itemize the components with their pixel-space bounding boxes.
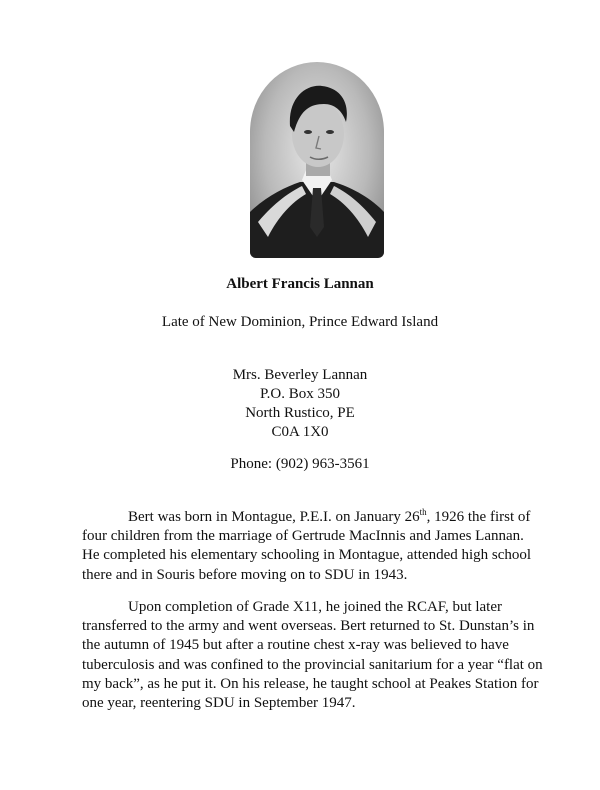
address-line-city: North Rustico, PE [245,405,355,421]
paragraph-line: one year, reentering SDU in September 1947. [82,695,356,712]
paragraph-line: the autumn of 1945 but after a routine chest x-ray was believed to have [82,637,509,654]
paragraph-line [82,508,582,527]
portrait-icon [250,62,384,258]
paragraph-line: my back”, as he put it. On his release, he taught school at Peakes Station for [82,675,539,692]
contact-address [0,366,600,442]
address-line-postal: C0A 1X0 [271,424,329,440]
birth-text: Bert was born in Montague, P.E.I. on January 26 [128,509,420,525]
paragraph-line: He completed his elementary schooling in Montague, attended high school [82,547,532,564]
residence-subtitle: Late of New Dominion, Prince Edward Island [161,314,439,330]
person-name: Albert Francis Lannan [226,276,374,292]
birth-year-text: , 1926 the first of [426,509,531,525]
phone-number: Phone: (902) 963-3561 [230,456,370,472]
address-line-name: Mrs. Beverley Lannan [232,367,368,383]
biography-paragraph-1 [82,508,582,585]
portrait-photo [250,62,384,258]
paragraph-line: Upon completion of Grade X11, he joined the RCAF, but later [128,599,503,615]
paragraph-line: tuberculosis and was confined to the provincial sanitarium for a year “flat on [82,656,543,673]
paragraph-line: four children from the marriage of Gertrude MacInnis and James Lannan. [82,528,524,545]
ordinal-suffix: th [419,507,427,517]
biography-paragraph-2 [82,598,582,713]
address-line-box: P.O. Box 350 [259,386,341,402]
paragraph-line: transferred to the army and went overseas. Bert returned to St. Dunstan’s in [82,618,535,635]
paragraph-line: there and in Souris before moving on to SDU in 1943. [82,566,408,583]
